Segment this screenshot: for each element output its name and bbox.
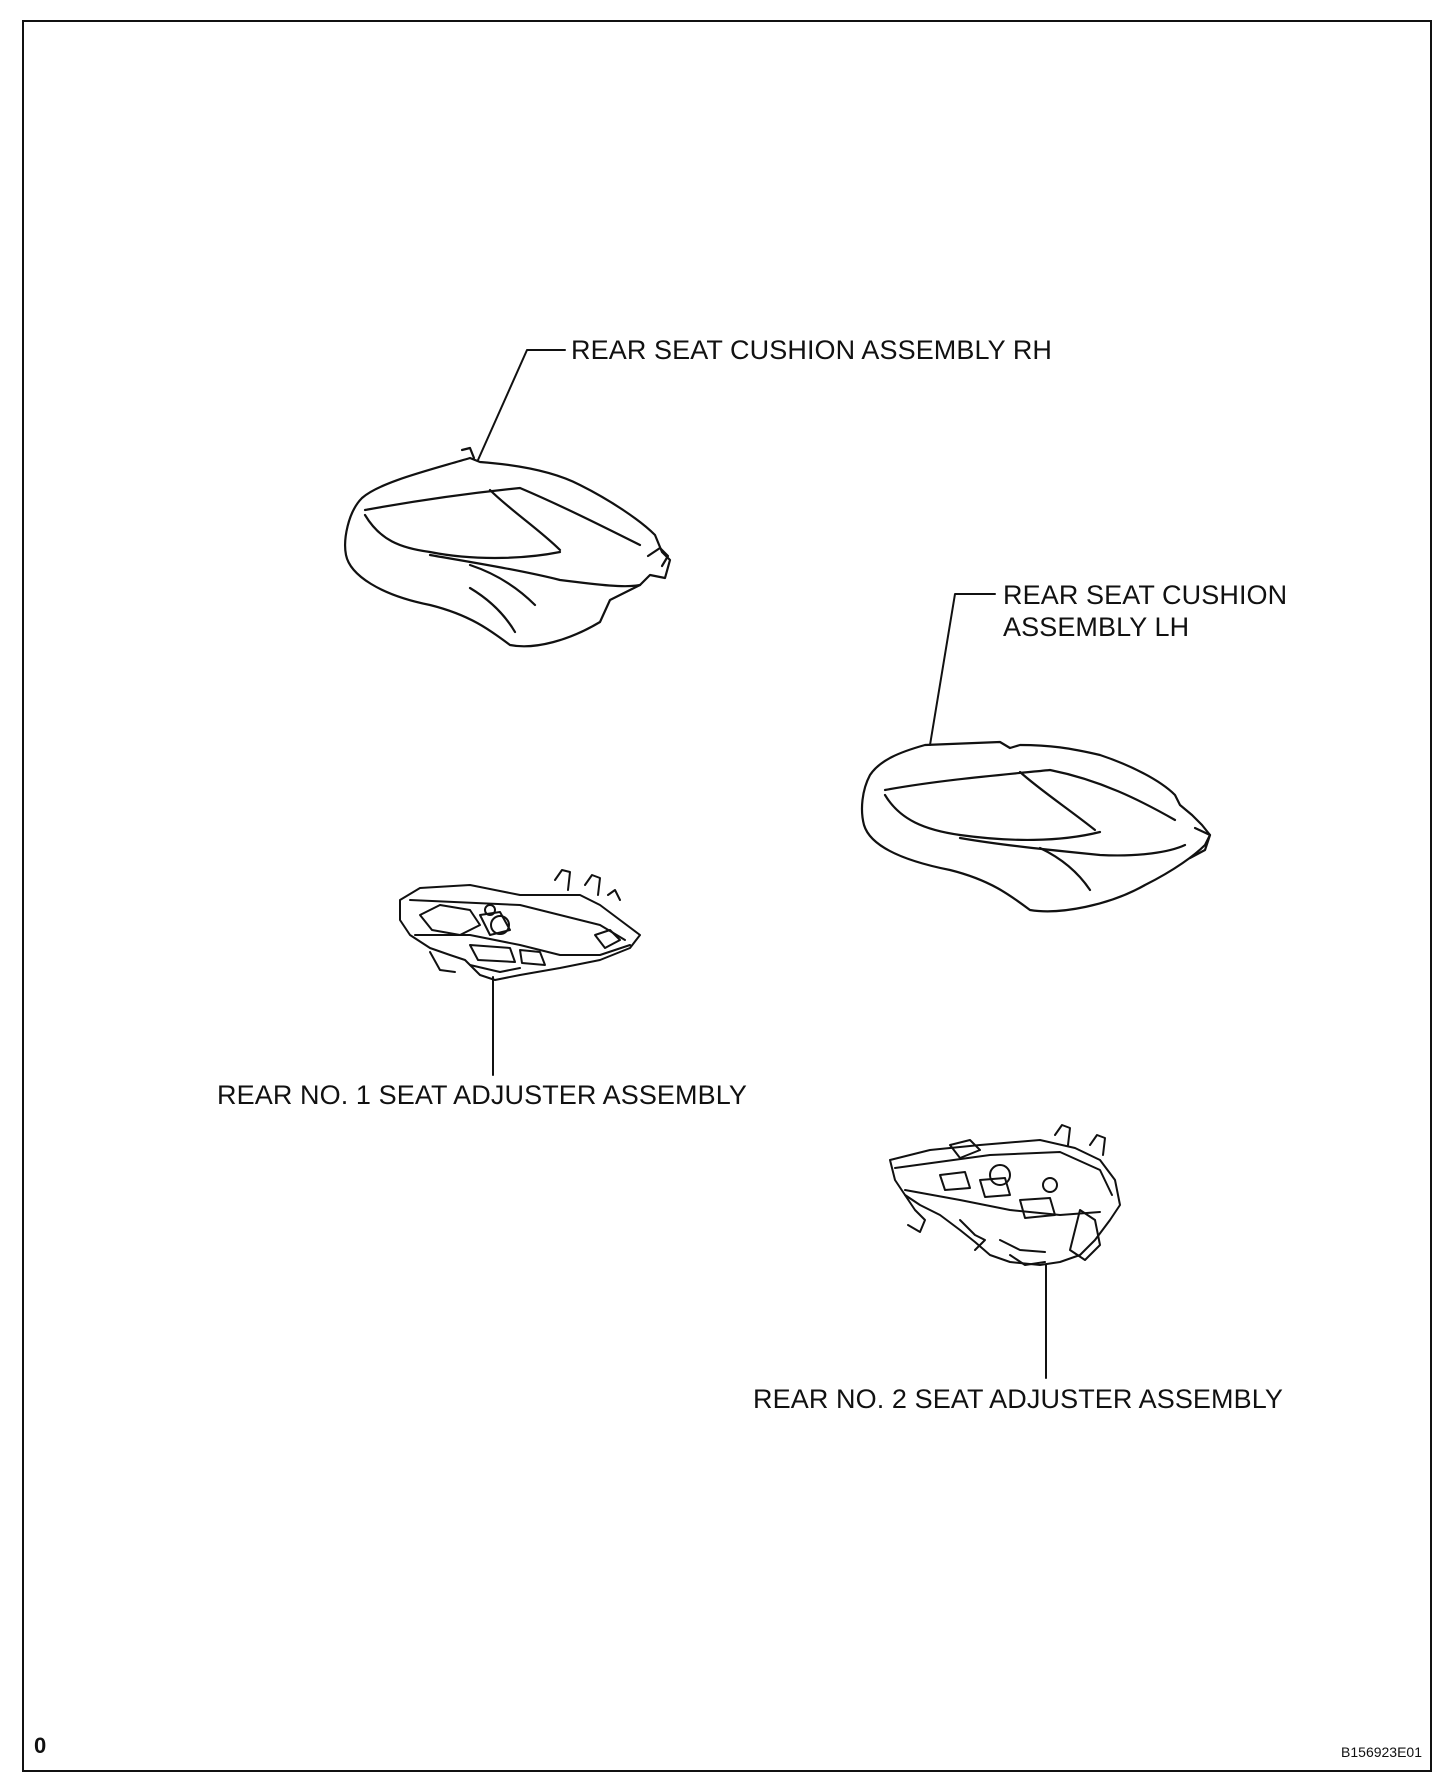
seat-adjuster-2-drawing: [890, 1125, 1120, 1265]
seat-adjuster-1-drawing: [400, 870, 640, 980]
part-label-seat-adjuster-1: REAR NO. 1 SEAT ADJUSTER ASSEMBLY: [217, 1080, 747, 1110]
figure-code: B156923E01: [1341, 1744, 1422, 1760]
part-label-seat-adjuster-2: REAR NO. 2 SEAT ADJUSTER ASSEMBLY: [753, 1384, 1283, 1414]
leader-line-cushion-rh: [478, 350, 565, 460]
seat-cushion-rh-drawing: [345, 448, 670, 646]
corner-mark: 0: [34, 1733, 47, 1758]
part-label-seat-cushion-rh: REAR SEAT CUSHION ASSEMBLY RH: [571, 335, 1053, 365]
part-label-seat-cushion-lh: REAR SEAT CUSHION ASSEMBLY LH: [1003, 580, 1288, 642]
leader-line-cushion-lh: [930, 594, 995, 745]
leader-lines: [478, 350, 1046, 1378]
seat-cushion-lh-drawing: [862, 742, 1210, 911]
